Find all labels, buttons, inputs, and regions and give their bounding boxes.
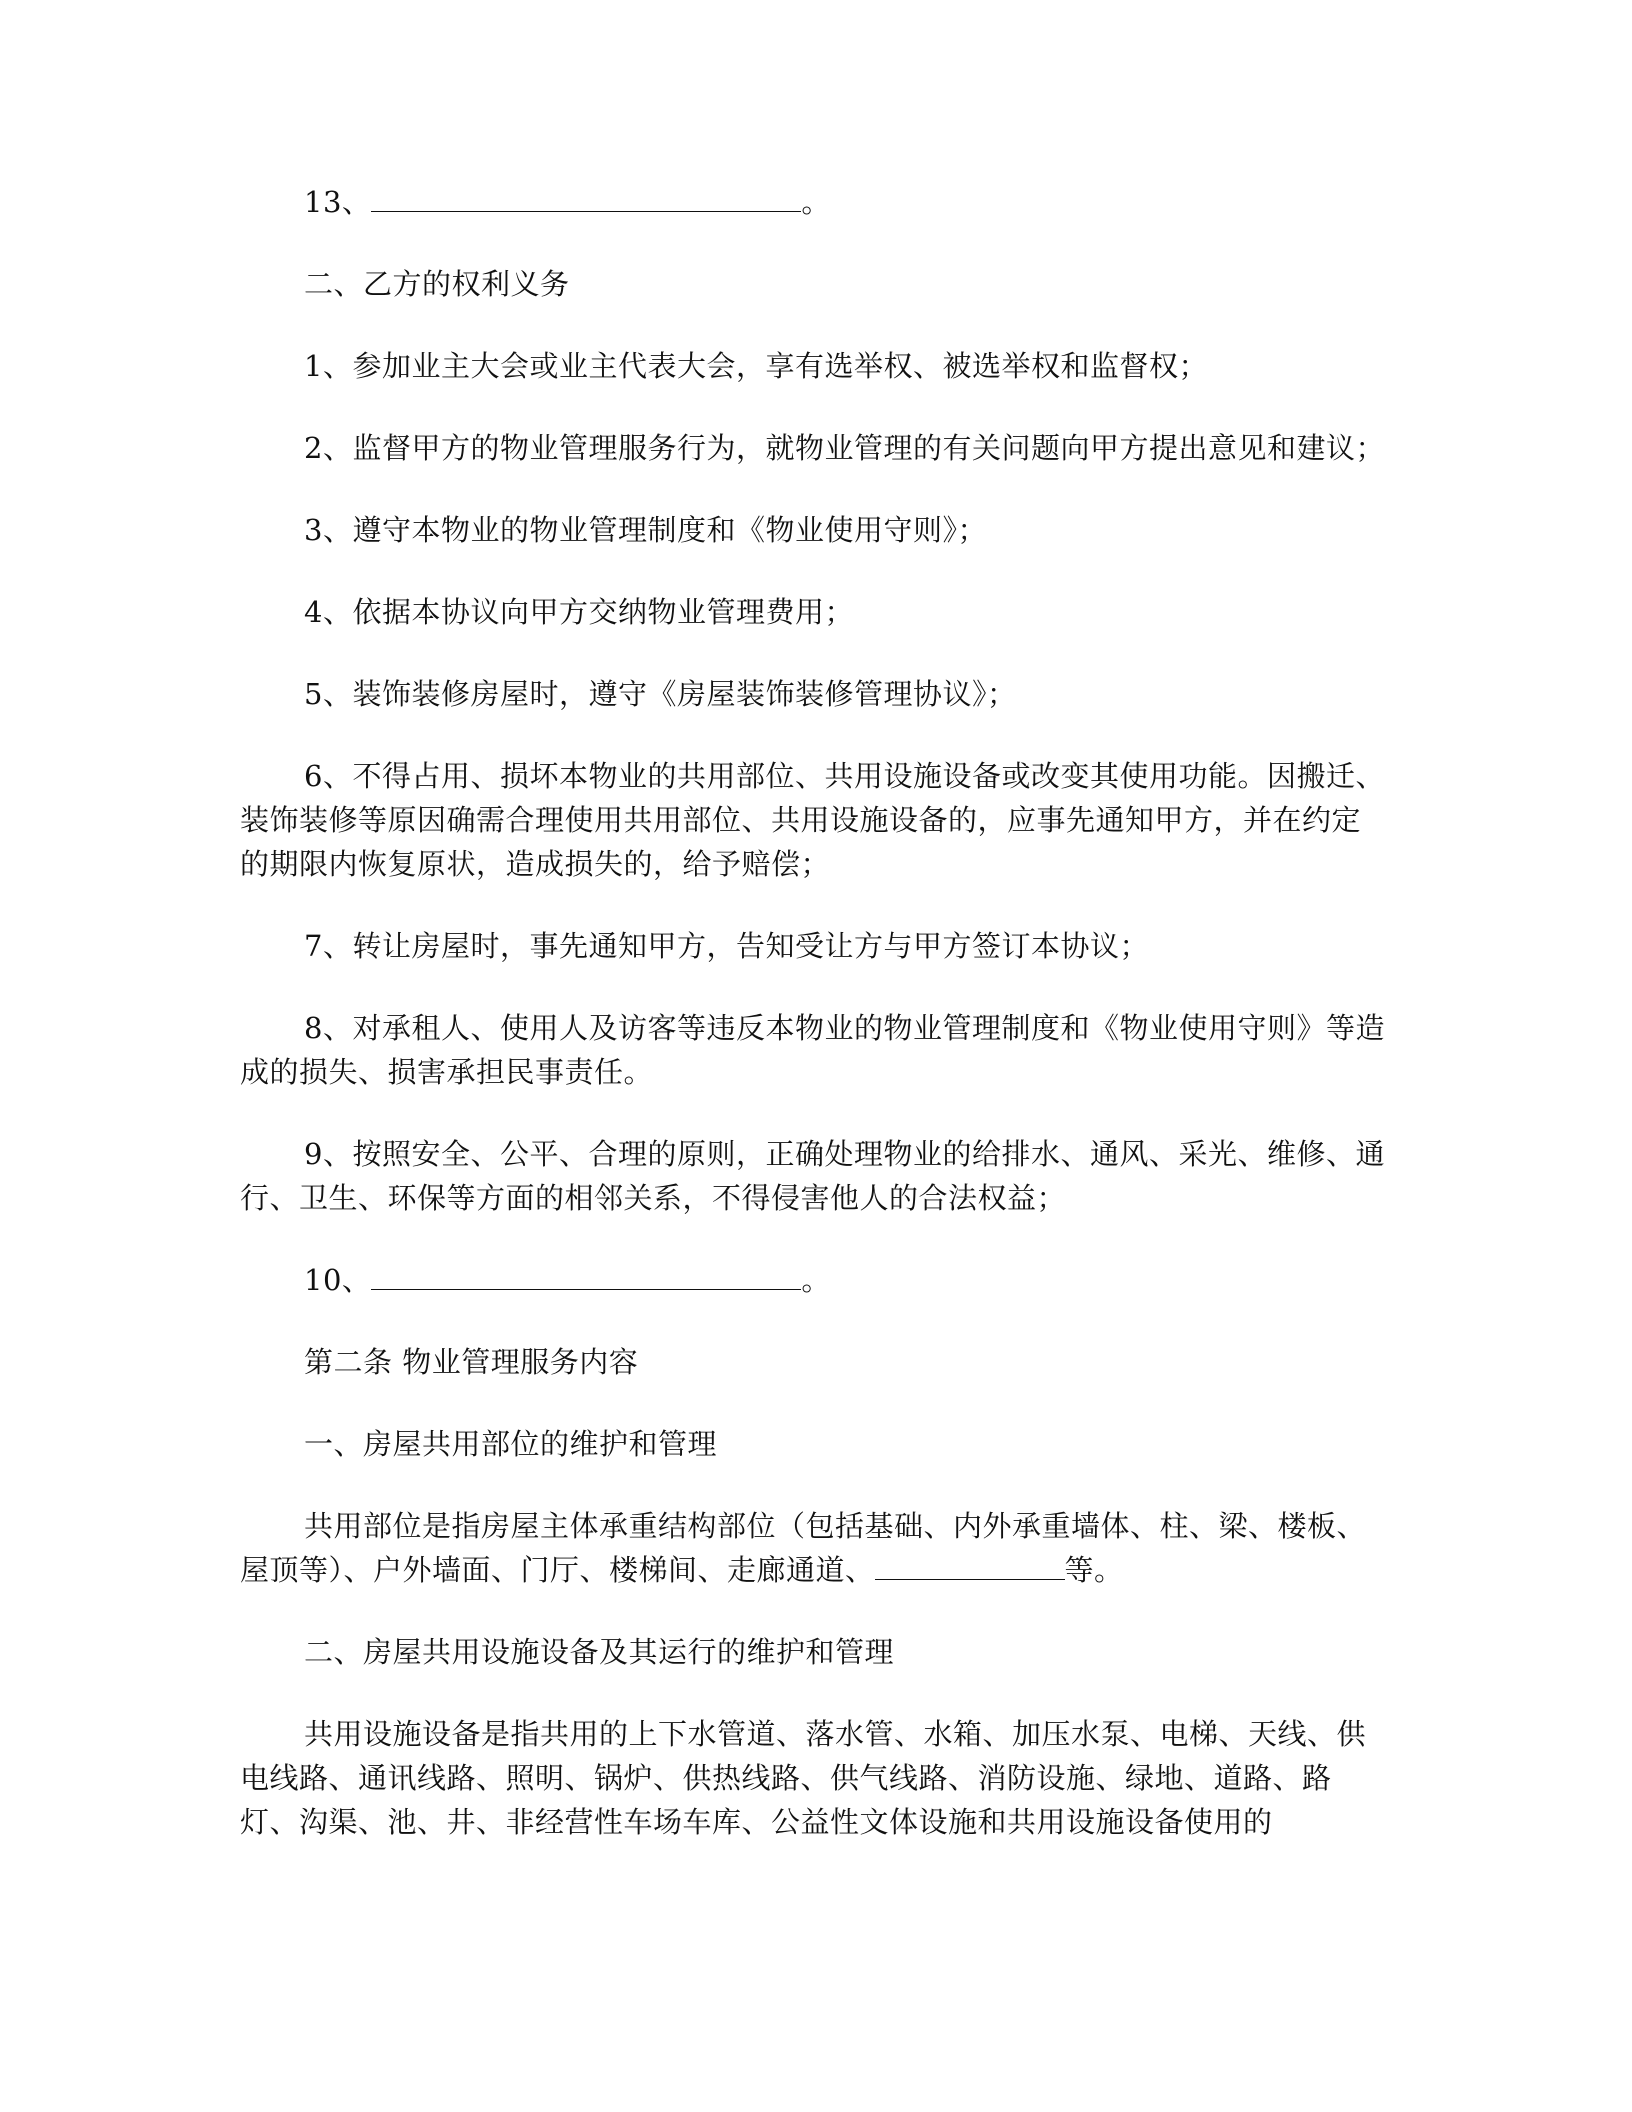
item-13-end: 。 xyxy=(801,185,831,219)
b-item-8: 8、对承租人、使用人及访客等违反本物业的物业管理制度和《物业使用守则》等造成的损失、损害承担民事责任。 xyxy=(240,1011,1385,1089)
b-item-10-number: 10、 xyxy=(304,1263,372,1297)
b-item-10 xyxy=(240,1258,1390,1302)
b-item-1: 1、参加业主大会或业主代表大会，享有选举权、被选举权和监督权； xyxy=(304,349,1208,383)
section-1-heading: 一、房屋共用部位的维护和管理 xyxy=(304,1427,718,1461)
fill-in-blank[interactable] xyxy=(371,181,801,212)
b-item-10-end: 。 xyxy=(801,1263,831,1297)
item-13 xyxy=(240,180,1390,224)
b-item-4: 4、依据本协议向甲方交纳物业管理费用； xyxy=(304,595,854,629)
section-1-body-text: 共用部位是指房屋主体承重结构部位（包括基础、内外承重墙体、柱、梁、楼板、屋顶等）、户外墙面、门厅、楼梯间、走廊通道、 xyxy=(240,1509,1367,1587)
document-page xyxy=(240,180,1390,1882)
b-item-7: 7、转让房屋时，事先通知甲方，告知受让方与甲方签订本协议； xyxy=(304,929,1149,963)
section-2-heading: 二、房屋共用设施设备及其运行的维护和管理 xyxy=(304,1635,895,1669)
b-item-5: 5、装饰装修房屋时，遵守《房屋装饰装修管理协议》； xyxy=(304,677,1017,711)
item-13-number: 13、 xyxy=(304,185,372,219)
section-1-body-end: 等。 xyxy=(1064,1553,1124,1587)
b-item-6: 6、不得占用、损坏本物业的共用部位、共用设施设备或改变其使用功能。因搬迁、装饰装修等原因确需合理使用共用部位、共用设施设备的，应事先通知甲方，并在约定的期限内恢复原状，造成损失的，给予赔偿； xyxy=(240,759,1385,881)
b-item-9: 9、按照安全、公平、合理的原则，正确处理物业的给排水、通风、采光、维修、通行、卫生、环保等方面的相邻关系，不得侵害他人的合法权益； xyxy=(240,1137,1385,1215)
fill-in-blank[interactable] xyxy=(371,1259,801,1290)
fill-in-blank[interactable] xyxy=(875,1549,1065,1580)
b-item-3: 3、遵守本物业的物业管理制度和《物业使用守则》； xyxy=(304,513,987,547)
section-2-body: 共用设施设备是指共用的上下水管道、落水管、水箱、加压水泵、电梯、天线、供电线路、通讯线路、照明、锅炉、供热线路、供气线路、消防设施、绿地、道路、路灯、沟渠、池、井、非经营性车场车库、公益性文体设施和共用设施设备使用的 xyxy=(240,1717,1367,1839)
article-2-heading: 第二条 物业管理服务内容 xyxy=(304,1345,639,1379)
heading-party-b: 二、乙方的权利义务 xyxy=(304,267,570,301)
section-1-body xyxy=(240,1504,1390,1592)
b-item-2: 2、监督甲方的物业管理服务行为，就物业管理的有关问题向甲方提出意见和建议； xyxy=(304,431,1385,465)
